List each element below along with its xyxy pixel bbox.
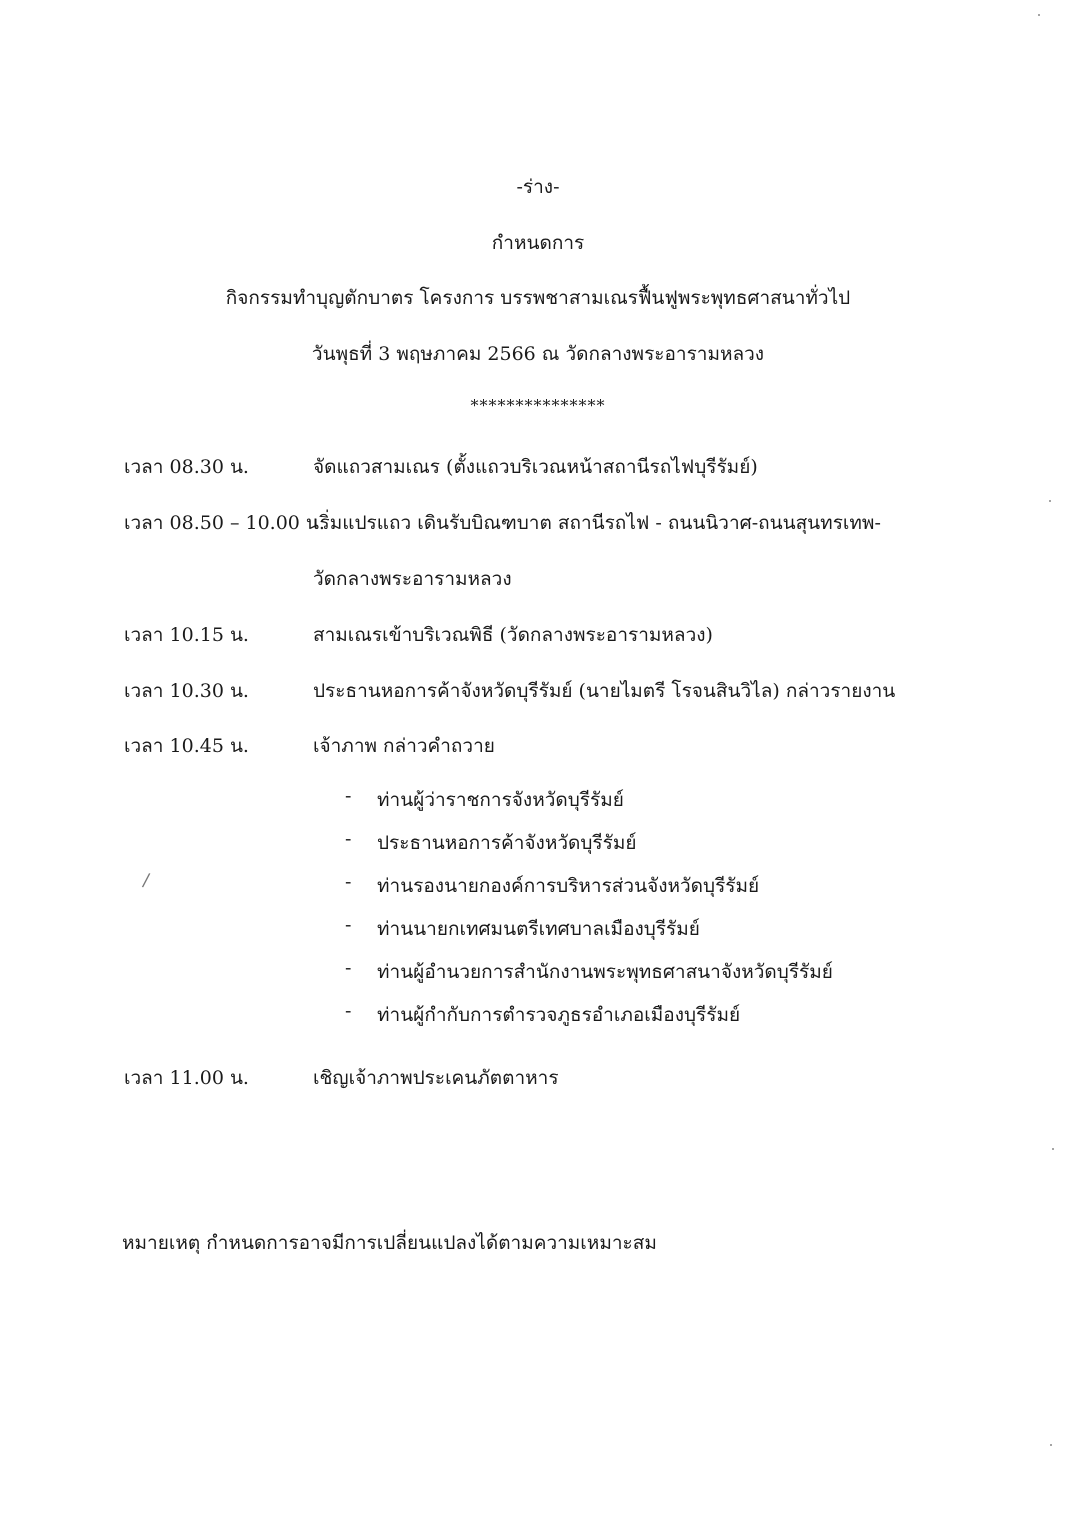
page-title: กำหนดการ (491, 232, 585, 254)
bullet-dash: - (345, 785, 352, 807)
bullet-dash: - (345, 1000, 352, 1022)
host-name: ท่านนายกเทศมนตรีเทศบาลเมืองบุรีรัมย์ (377, 918, 700, 940)
schedule-time: เวลา 11.00 น. (124, 1067, 249, 1089)
draft-label: -ร่าง- (516, 176, 560, 198)
schedule-row (0, 1063, 1076, 1093)
host-name: ท่านผู้อำนวยการสำนักงานพระพุทธศาสนาจังหวัดบุรีรัมย์ (377, 961, 833, 983)
schedule-desc: ประธานหอการค้าจังหวัดบุรีรัมย์ (นายไมตรี โรจนสินวิไล) กล่าวรายงาน (313, 680, 896, 702)
schedule-desc: สามเณรเข้าบริเวณพิธี (วัดกลางพระอารามหลวง) (313, 624, 713, 646)
host-name: ประธานหอการค้าจังหวัดบุรีรัมย์ (377, 832, 637, 854)
scan-speck (1038, 14, 1040, 16)
schedule-desc: วัดกลางพระอารามหลวง (313, 568, 512, 590)
event-date: วันพุธที่ 3 พฤษภาคม 2566 ณ วัดกลางพระอารามหลวง (311, 343, 765, 365)
bullet-dash: - (345, 957, 352, 979)
scan-speck (1049, 500, 1051, 502)
host-name: ท่านผู้ว่าราชการจังหวัดบุรีรัมย์ (377, 789, 624, 811)
event-subtitle: กิจกรรมทำบุญตักบาตร โครงการ บรรพชาสามเณรฟื้นฟูพระพุทธศาสนาทั่วไป (225, 287, 851, 309)
bullet-dash: - (345, 871, 352, 893)
stray-pen-mark: / (141, 869, 151, 892)
scan-speck (1050, 1444, 1052, 1446)
schedule-time: เวลา 10.15 น. (124, 624, 249, 646)
schedule-time: เวลา 08.50 – 10.00 น. (124, 512, 325, 534)
schedule-row (0, 452, 1076, 482)
schedule-desc: เริ่มแปรแถว เดินรับบิณฑบาต สถานีรถไฟ - ถนนนิวาศ-ถนนสุนทรเทพ- (313, 512, 881, 534)
schedule-time: เวลา 10.45 น. (124, 735, 249, 757)
schedule-desc: เจ้าภาพ กล่าวคำถวาย (313, 735, 495, 757)
scan-speck (1052, 1148, 1054, 1150)
host-name: ท่านรองนายกองค์การบริหารส่วนจังหวัดบุรีรัมย์ (377, 875, 760, 897)
schedule-row (0, 564, 1076, 594)
schedule-time: เวลา 10.30 น. (124, 680, 249, 702)
schedule-row (0, 676, 1076, 706)
schedule-desc: จัดแถวสามเณร (ตั้งแถวบริเวณหน้าสถานีรถไฟบุรีรัมย์) (313, 456, 758, 478)
bullet-dash: - (345, 914, 352, 936)
footnote: หมายเหตุ กำหนดการอาจมีการเปลี่ยนแปลงได้ตามความเหมาะสม (122, 1232, 657, 1254)
host-name: ท่านผู้กำกับการตำรวจภูธรอำเภอเมืองบุรีรัมย์ (377, 1004, 741, 1026)
separator-stars: *************** (470, 396, 606, 415)
schedule-row (0, 620, 1076, 650)
schedule-row (0, 508, 1076, 538)
schedule-time: เวลา 08.30 น. (124, 456, 249, 478)
schedule-row (0, 731, 1076, 761)
schedule-desc: เชิญเจ้าภาพประเคนภัตตาหาร (313, 1067, 559, 1089)
bullet-dash: - (345, 828, 352, 850)
